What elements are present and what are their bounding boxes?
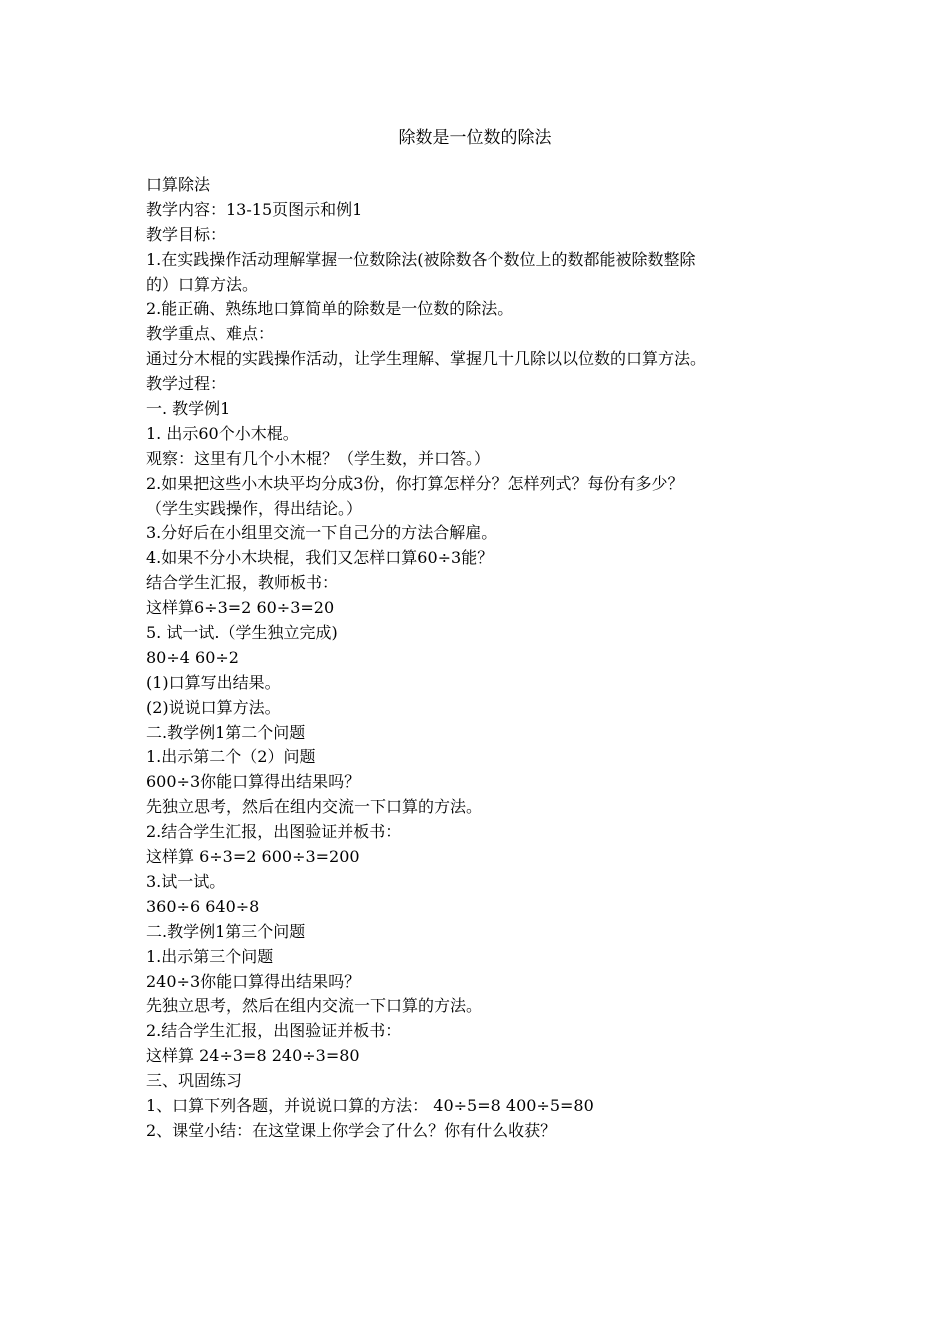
text-line: 教学过程： (146, 374, 227, 394)
text-line: 口算除法 (146, 175, 211, 194)
text-line: 4.如果不分小木块棍，我们又怎样口算60÷3能？ (146, 548, 494, 568)
text-line: (2)说说口算方法。 (146, 697, 281, 717)
text-line: 1.出示第二个（2）问题 (146, 747, 316, 767)
text-line: 2.结合学生汇报，出图验证并板书： (146, 822, 402, 842)
text-line: 这样算 6÷3=2 600÷3=200 (146, 847, 360, 867)
text-line: 的）口算方法。 (146, 274, 259, 294)
text-line: 先独立思考，然后在组内交流一下口算的方法。 (146, 996, 483, 1016)
text-line: 80÷4 60÷2 (146, 647, 239, 667)
text-line: 600÷3你能口算得出结果吗？ (146, 772, 361, 792)
text-line: 3.分好后在小组里交流一下自己分的方法合解雇。 (146, 523, 498, 543)
text-line: 2.结合学生汇报，出图验证并板书： (146, 1021, 402, 1041)
text-line: 这样算 24÷3=8 240÷3=80 (146, 1046, 360, 1066)
document-title: 除数是一位数的除法 (398, 128, 552, 148)
text-line: 先独立思考，然后在组内交流一下口算的方法。 (146, 797, 483, 817)
text-line: 二.教学例1第三个问题 (146, 921, 306, 941)
text-line: 2、课堂小结：在这堂课上你学会了什么？你有什么收获？ (146, 1120, 557, 1140)
text-line: 教学重点、难点： (146, 324, 275, 344)
text-line: 一. 教学例1 (146, 399, 231, 419)
text-line: 240÷3你能口算得出结果吗？ (146, 971, 361, 991)
text-line: 1. 出示60个小木棍。 (146, 423, 299, 443)
text-line: 360÷6 640÷8 (146, 896, 260, 916)
text-line: （学生实践操作，得出结论。） (146, 498, 363, 518)
text-line: 1.出示第三个问题 (146, 946, 274, 966)
text-line: 教学内容：13-15页图示和例1 (146, 199, 363, 219)
text-line: 三、巩固练习 (146, 1071, 243, 1091)
text-line: 结合学生汇报，教师板书： (146, 573, 339, 593)
document-body (146, 173, 818, 1144)
text-line: 通过分木棍的实践操作活动，让学生理解、掌握几十几除以以位数的口算方法。 (146, 349, 707, 369)
text-line: (1)口算写出结果。 (146, 672, 281, 692)
text-line: 5. 试一试.（学生独立完成) (146, 623, 338, 643)
text-line: 2.如果把这些小木块平均分成3份，你打算怎样分？怎样列式？每份有多少？ (146, 473, 684, 493)
text-line: 教学目标： (146, 224, 227, 244)
text-line: 1、口算下列各题，并说说口算的方法： 40÷5=8 400÷5=80 (146, 1095, 594, 1115)
text-line: 二.教学例1第二个问题 (146, 722, 306, 742)
text-line: 2.能正确、熟练地口算简单的除数是一位数的除法。 (146, 299, 514, 319)
text-line: 这样算6÷3=2 60÷3=20 (146, 598, 335, 618)
text-line: 3.试一试。 (146, 871, 226, 891)
text-line: 1.在实践操作活动理解掌握一位数除法(被除数各个数位上的数都能被除数整除 (146, 249, 696, 269)
text-line: 观察：这里有几个小木棍？（学生数，并口答。） (146, 448, 491, 468)
